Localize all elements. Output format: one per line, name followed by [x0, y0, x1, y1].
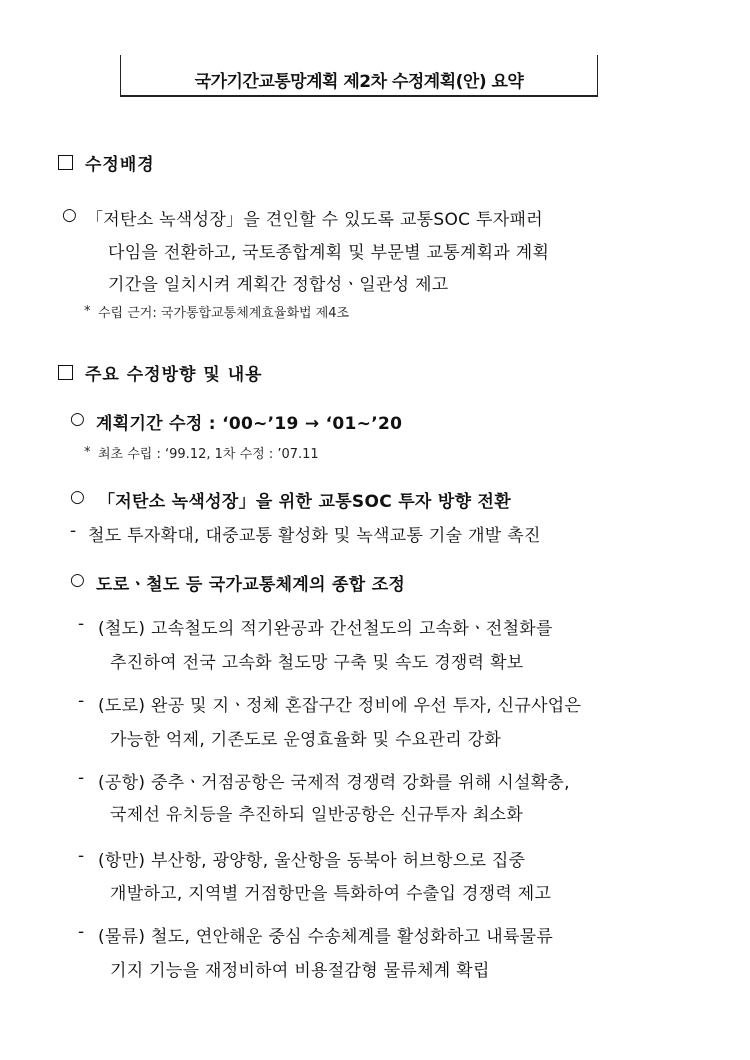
sub-item-line: (철도) 고속철도의 적기완공과 간선철도의 고속화ㆍ전철화를: [98, 619, 553, 639]
section-heading-background: [58, 150, 155, 175]
note-text: 수립 근거: 국가통합교통체계효율화법 제4조: [98, 306, 350, 321]
sub-item-line: 가능한 억제, 기존도로 운영효율화 및 수요관리 강화: [110, 730, 502, 750]
note-text: 최초 수립 : ‘99.12, 1차 수정 : ’07.11: [98, 447, 319, 462]
bullet-marker: ○: [62, 205, 78, 225]
dash-marker: -: [78, 922, 85, 942]
dash-marker: -: [78, 691, 85, 711]
sub-item-line: 기지 기능을 재정비하여 비용절감형 물류체계 확립: [110, 961, 490, 981]
sub-item-line: (물류) 철도, 연안해운 중심 수송체계를 활성화하고 내륙물류: [98, 927, 554, 947]
paragraph-line: 기간을 일치시켜 계획간 정합성ㆍ일관성 제고: [108, 275, 449, 295]
note-marker: *: [84, 304, 91, 319]
item-title: 계획기간 수정 : ‘00∼’19 → ‘01∼’20: [96, 414, 403, 434]
sub-item-line: 국제선 유치등을 추진하되 일반공항은 신규투자 최소화: [110, 805, 524, 825]
section-title: 수정배경: [85, 155, 155, 175]
section-title: 주요 수정방향 및 내용: [85, 365, 263, 385]
paragraph-line: 다임을 전환하고, 국토종합계획 및 부문별 교통계획과 계획: [108, 243, 550, 263]
square-bullet-icon: [58, 365, 73, 380]
title-box: [120, 55, 598, 97]
sub-item-line: 추진하여 전국 고속화 철도망 구축 및 속도 경쟁력 확보: [110, 653, 524, 673]
note-marker: *: [84, 445, 91, 460]
item-title: 「저탄소 녹색성장」을 위한 교통SOC 투자 방향 전환: [98, 492, 511, 512]
dash-marker: -: [78, 614, 85, 634]
bullet-marker: ○: [70, 570, 86, 590]
section-heading-main-content: [58, 360, 263, 385]
sub-item-line: (공항) 중추ㆍ거점공항은 국제적 경쟁력 강화를 위해 시설확충,: [98, 773, 570, 793]
sub-item-line: (도로) 완공 및 지ㆍ정체 혼잡구간 정비에 우선 투자, 신규사업은: [98, 696, 582, 716]
dash-marker: -: [70, 521, 77, 541]
dash-marker: -: [78, 768, 85, 788]
sub-item-line: 개발하고, 지역별 거점항만을 특화하여 수출입 경쟁력 제고: [110, 884, 552, 904]
sub-item: 철도 투자확대, 대중교통 활성화 및 녹색교통 기술 개발 촉진: [88, 526, 541, 546]
bullet-marker: ○: [70, 409, 86, 429]
document-title: 국가기간교통망계획 제2차 수정계획(안) 요약: [194, 72, 524, 92]
paragraph-line: 「저탄소 녹색성장」을 견인할 수 있도록 교통SOC 투자패러: [86, 210, 543, 230]
sub-item-line: (항만) 부산항, 광양항, 울산항을 동북아 허브항으로 집중: [98, 851, 526, 871]
bullet-marker: ○: [70, 487, 86, 507]
item-title: 도로ㆍ철도 등 국가교통체계의 종합 조정: [96, 575, 406, 595]
dash-marker: -: [78, 846, 85, 866]
square-bullet-icon: [58, 155, 73, 170]
